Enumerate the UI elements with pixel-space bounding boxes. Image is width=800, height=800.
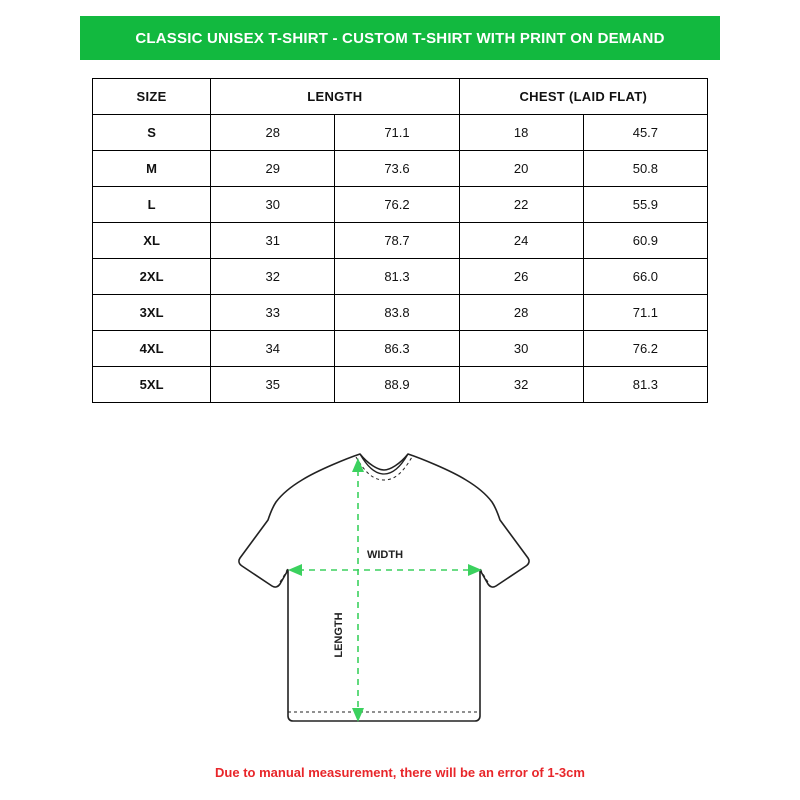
cell-size: 4XL	[93, 331, 211, 367]
cell-length-cm: 78.7	[335, 223, 459, 259]
length-label: LENGTH	[333, 612, 345, 658]
cell-chest-in: 32	[459, 367, 583, 403]
cell-chest-cm: 71.1	[583, 295, 707, 331]
cell-chest-cm: 60.9	[583, 223, 707, 259]
cell-chest-cm: 81.3	[583, 367, 707, 403]
tshirt-outline-icon	[239, 446, 529, 721]
cell-chest-cm: 66.0	[583, 259, 707, 295]
cell-chest-in: 30	[459, 331, 583, 367]
cell-length-cm: 81.3	[335, 259, 459, 295]
cell-chest-cm: 50.8	[583, 151, 707, 187]
table-header-row	[93, 79, 708, 115]
size-table	[92, 78, 708, 403]
cell-size: 3XL	[93, 295, 211, 331]
table-row	[93, 151, 708, 187]
cell-chest-in: 20	[459, 151, 583, 187]
cell-length-cm: 71.1	[335, 115, 459, 151]
cell-length-cm: 76.2	[335, 187, 459, 223]
cell-size: L	[93, 187, 211, 223]
cell-length-in: 28	[211, 115, 335, 151]
cell-length-in: 30	[211, 187, 335, 223]
cell-length-in: 34	[211, 331, 335, 367]
cell-length-in: 35	[211, 367, 335, 403]
cell-size: XL	[93, 223, 211, 259]
cell-chest-cm: 55.9	[583, 187, 707, 223]
cell-chest-in: 22	[459, 187, 583, 223]
table-row	[93, 223, 708, 259]
table-row	[93, 187, 708, 223]
cell-length-in: 33	[211, 295, 335, 331]
tshirt-diagram	[210, 430, 590, 750]
cell-length-in: 31	[211, 223, 335, 259]
header-banner	[80, 16, 720, 60]
cell-length-cm: 88.9	[335, 367, 459, 403]
cell-length-in: 29	[211, 151, 335, 187]
table-row	[93, 367, 708, 403]
cell-chest-in: 18	[459, 115, 583, 151]
table-row	[93, 259, 708, 295]
cell-size: S	[93, 115, 211, 151]
cell-chest-in: 28	[459, 295, 583, 331]
page-title: CLASSIC UNISEX T-SHIRT - CUSTOM T-SHIRT WITH PRINT ON DEMAND	[135, 29, 665, 47]
cell-length-cm: 86.3	[335, 331, 459, 367]
table-row	[93, 295, 708, 331]
cell-length-cm: 83.8	[335, 295, 459, 331]
cell-length-in: 32	[211, 259, 335, 295]
cell-chest-in: 24	[459, 223, 583, 259]
table-row	[93, 115, 708, 151]
table-body	[93, 115, 708, 403]
cell-size: 2XL	[93, 259, 211, 295]
column-header-chest: CHEST (LAID FLAT)	[459, 79, 707, 115]
width-label: WIDTH	[366, 549, 404, 561]
column-header-length: LENGTH	[211, 79, 459, 115]
column-header-size: SIZE	[93, 79, 211, 115]
table-row	[93, 331, 708, 367]
cell-size: 5XL	[93, 367, 211, 403]
cell-chest-cm: 45.7	[583, 115, 707, 151]
cell-length-cm: 73.6	[335, 151, 459, 187]
cell-chest-in: 26	[459, 259, 583, 295]
cell-chest-cm: 76.2	[583, 331, 707, 367]
measurement-disclaimer: Due to manual measurement, there will be an error of 1-3cm	[215, 765, 585, 780]
cell-size: M	[93, 151, 211, 187]
table-header	[93, 79, 708, 115]
